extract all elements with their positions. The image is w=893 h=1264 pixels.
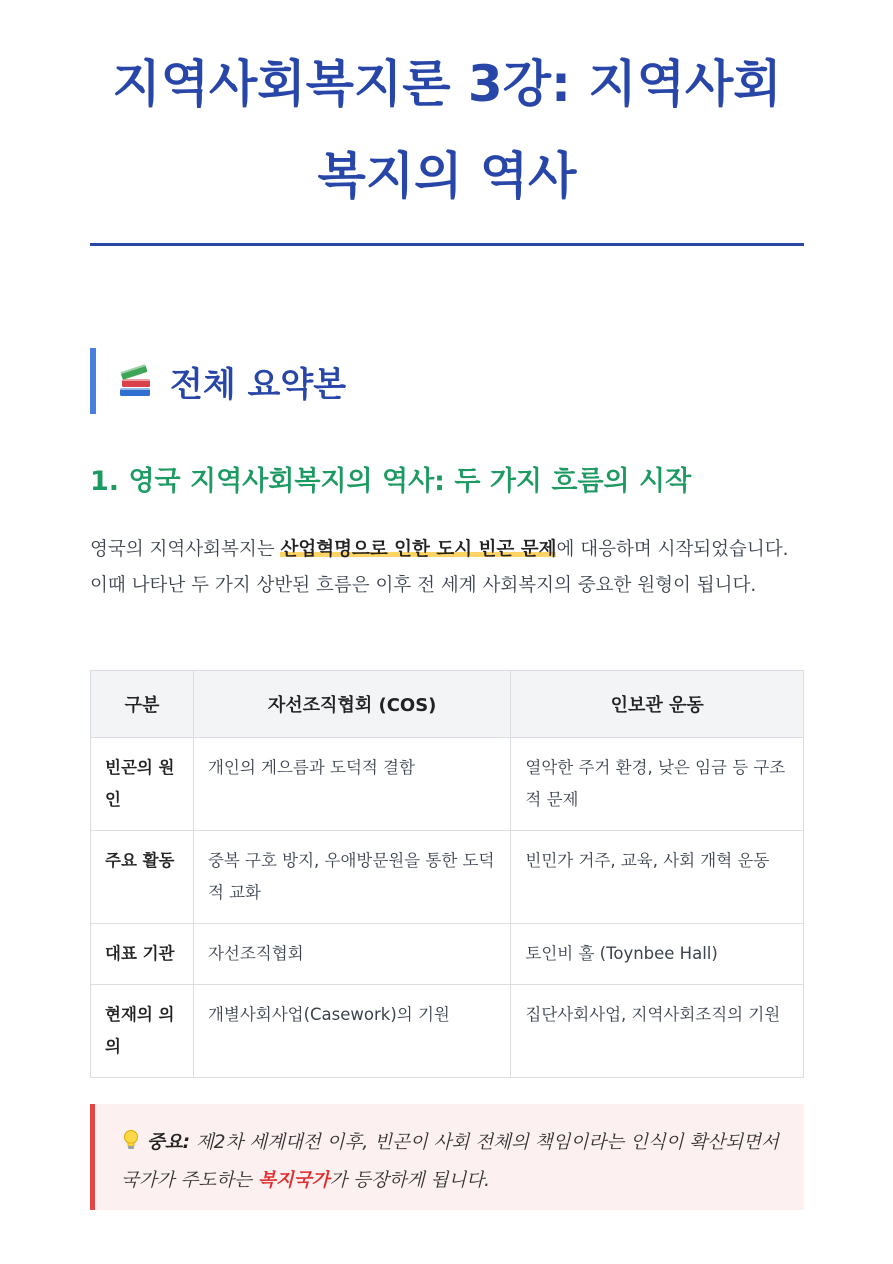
row-label-cell: 빈곤의 원인 — [91, 738, 194, 831]
important-callout — [90, 1104, 804, 1210]
table-header-row — [91, 671, 804, 738]
table-header-cell: 자선조직협회 (COS) — [193, 671, 510, 738]
callout-text-start: 제2차 세계대전 이후, 빈곤이 사회 전체의 책임이라는 인식이 확산되면서 국가가 주도하는 — [121, 1132, 779, 1191]
table-cell: 개인의 게으름과 도덕적 결함 — [193, 738, 510, 831]
table-cell: 집단사회사업, 지역사회조직의 기원 — [511, 985, 804, 1078]
title-divider — [90, 243, 804, 246]
table-cell: 열악한 주거 환경, 낮은 임금 등 구조적 문제 — [511, 738, 804, 831]
section-1-paragraph — [90, 532, 804, 604]
row-label-cell: 대표 기관 — [91, 924, 194, 985]
table-cell: 개별사회사업(Casework)의 기원 — [193, 985, 510, 1078]
title-line-1: 지역사회복지론 3강: 지역사회 — [112, 55, 782, 113]
lightbulb-icon — [121, 1129, 141, 1151]
books-icon — [116, 362, 154, 400]
paragraph-text-start: 영국의 지역사회복지는 — [90, 539, 281, 560]
table-header-cell: 인보관 운동 — [511, 671, 804, 738]
callout-highlight: 복지국가 — [257, 1170, 330, 1191]
summary-heading-text: 전체 요약본 — [170, 364, 347, 405]
table-cell: 중복 구호 방지, 우애방문원을 통한 도덕적 교화 — [193, 831, 510, 924]
table-row — [91, 738, 804, 831]
callout-label: 중요: — [146, 1132, 191, 1153]
table-cell: 토인비 홀 (Toynbee Hall) — [511, 924, 804, 985]
page-title — [90, 38, 804, 222]
table-cell: 빈민가 거주, 교육, 사회 개혁 운동 — [511, 831, 804, 924]
row-label-cell: 현재의 의의 — [91, 985, 194, 1078]
title-line-2: 복지의 역사 — [317, 147, 577, 205]
table-cell: 자선조직협회 — [193, 924, 510, 985]
callout-text-end: 가 등장하게 됩니다. — [329, 1170, 490, 1191]
summary-heading — [90, 348, 346, 414]
table-header-cell: 구분 — [91, 671, 194, 738]
table-row — [91, 985, 804, 1078]
section-1-heading: 1. 영국 지역사회복지의 역사: 두 가지 흐름의 시작 — [90, 466, 692, 497]
comparison-table — [90, 670, 804, 1078]
paragraph-text-end: 에 대응하며 시작되었습니다. 이때 나타난 두 가지 상반된 흐름은 이후 전 세계 사회복지의 중요한 원형이 됩니다. — [90, 539, 789, 596]
table-row — [91, 831, 804, 924]
row-label-cell: 주요 활동 — [91, 831, 194, 924]
table-row — [91, 924, 804, 985]
paragraph-highlight: 산업혁명으로 인한 도시 빈곤 문제 — [280, 539, 557, 560]
